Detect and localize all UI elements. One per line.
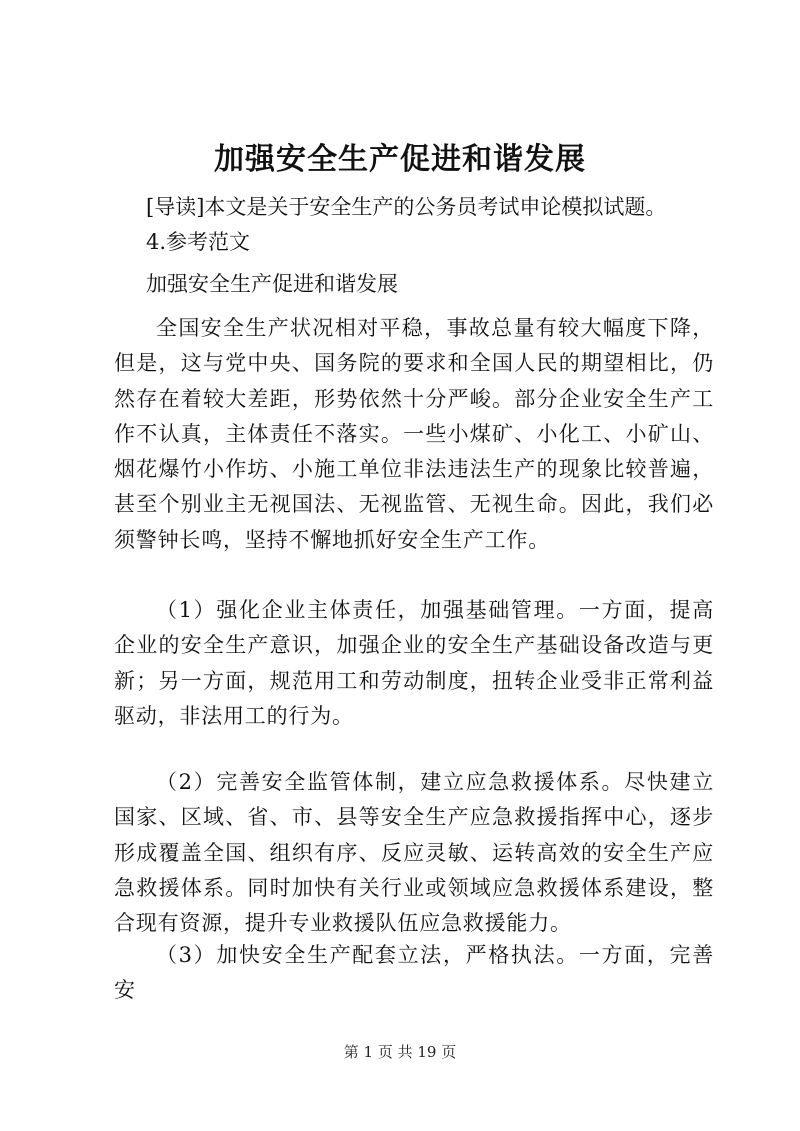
body-paragraph-3: （2）完善安全监管体制，建立应急救援体系。尽快建立国家、区域、省、市、县等安全生产应急救援指挥中心，逐步形成覆盖全国、组织有序、反应灵敏、运转高效的安全生产应急救援体系。同时加快有关行业或领域应急救援体系建设，整合现有资源，提升专业救援队伍应急救援能力。 [114, 770, 714, 936]
section-heading: 4.参考范文 [146, 230, 251, 254]
intro-line: [导读]本文是关于安全生产的公务员考试申论模拟试题。 [146, 195, 667, 219]
body-paragraph-1: 全国安全生产状况相对平稳，事故总量有较大幅度下降，但是，这与党中央、国务院的要求和全国人民的期望相比，仍然存在着较大差距，形势依然十分严峻。部分企业安全生产工作不认真，主体责任不落实。一些小煤矿、小化工、小矿山、烟花爆竹小作坊、小施工单位非法违法生产的现象比较普遍，甚至个别业主无视国法、无视监管、无视生命。因此，我们必须警钟长鸣，坚持不懈地抓好安全生产工作。 [114, 316, 714, 552]
body-paragraph-4: （3）加快安全生产配套立法，严格执法。一方面，完善安 [114, 943, 714, 1003]
page-footer: 第 1 页 共 19 页 [343, 1043, 457, 1061]
article-subtitle: 加强安全生产促进和谐发展 [146, 272, 398, 296]
document-title: 加强安全生产促进和谐发展 [214, 142, 586, 177]
body-paragraph-2: （1）强化企业主体责任，加强基础管理。一方面，提高企业的安全生产意识，加强企业的安全生产基础设备改造与更新；另一方面，规范用工和劳动制度，扭转企业受非正常利益驱动，非法用工的行为。 [114, 598, 714, 728]
